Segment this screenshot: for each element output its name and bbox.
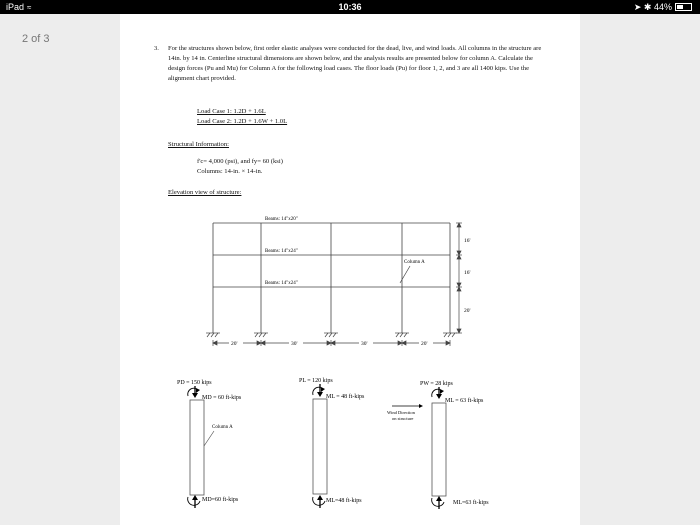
- structural-info-line2: Columns: 14-in. × 14-in.: [197, 168, 263, 175]
- bay-dimensions: [213, 340, 450, 346]
- dead-moment-top: MD = 60 ft-kips: [202, 395, 242, 401]
- dead-axial: PD = 150 kips: [177, 380, 212, 386]
- document-viewer[interactable]: [0, 14, 700, 525]
- bay-width-3: 30': [361, 341, 368, 347]
- live-moment-top: ML = 48 ft-kips: [326, 394, 365, 400]
- column-a-leader: [400, 266, 410, 283]
- dead-column-label: Column A: [212, 425, 233, 430]
- structural-info-line1: f'c= 4,000 (psi), and fy= 60 (ksi): [197, 158, 283, 165]
- dead-column: [190, 400, 204, 495]
- live-load-column: [299, 378, 365, 508]
- wind-direction-line1: Wind Direction: [387, 410, 415, 415]
- beam-label-bottom: Beams: 14"x24": [265, 281, 298, 286]
- structural-info-heading: Structural Information:: [168, 141, 229, 148]
- live-axial: PL = 120 kips: [299, 378, 333, 384]
- device-name: iPad: [6, 2, 25, 12]
- figures: [120, 14, 580, 525]
- column-a-label: Column A: [404, 260, 425, 265]
- beam-label-top: Beams: 14"x20": [265, 217, 298, 222]
- story-dimensions: [456, 223, 462, 333]
- bay-width-2: 30': [291, 341, 298, 347]
- wind-load-column: [387, 381, 489, 509]
- wind-moment-top: ML = 63 ft-kips: [445, 398, 484, 404]
- frame-elevation: [213, 223, 450, 333]
- bay-width-1: 20': [231, 341, 238, 347]
- wifi-icon: ≈: [27, 3, 32, 12]
- wind-column: [432, 403, 446, 496]
- wind-moment-bottom: ML=63 ft-kips: [453, 500, 489, 506]
- document-page[interactable]: [120, 14, 580, 525]
- elevation-heading: Elevation view of structure:: [168, 189, 242, 196]
- dead-load-column: [177, 380, 242, 508]
- wind-direction-line2: on structure: [392, 416, 414, 421]
- load-case-1: Load Case 1: 1.2D + 1.6L: [197, 108, 266, 115]
- beam-label-middle: Beams: 14"x24": [265, 249, 298, 254]
- load-case-2: Load Case 2: 1.2D + 1.6W + 1.0L: [197, 118, 288, 125]
- live-moment-bottom: ML=48 ft-kips: [326, 498, 362, 504]
- story-height-bottom: 20': [464, 308, 471, 314]
- fixed-supports: [206, 333, 457, 337]
- page-counter: 2 of 3: [22, 33, 50, 45]
- battery-icon: [675, 3, 692, 11]
- bay-width-4: 20': [421, 341, 428, 347]
- battery-percent: 44%: [653, 2, 672, 12]
- status-right: [634, 2, 692, 13]
- story-height-top: 16': [464, 238, 471, 244]
- story-height-middle: 16': [464, 270, 471, 276]
- status-bar: [0, 0, 700, 14]
- status-time: 10:36: [338, 2, 362, 12]
- wind-axial: PW = 28 kips: [420, 381, 453, 387]
- bluetooth-icon: ✱: [643, 2, 652, 12]
- live-column: [313, 399, 327, 494]
- problem-number: 3.: [154, 45, 159, 52]
- problem-body: For the structures shown below, first order elastic analyses were conducted for the dead, live, and wind loads. All columns in the structure are 14in. by 14 in. Centerline structural dimensions are shown below, and the analysis results are presented below for column A. Calculate the design forces (Pu and Mu) for Column A for the following load cases. The floor loads (Pu) for floor 1, 2, and 3 are all 1400 kips. Use the alignment chart provided.: [168, 45, 542, 82]
- dead-moment-bottom: MD=60 ft-kips: [202, 497, 239, 503]
- location-icon: ➤: [633, 2, 642, 12]
